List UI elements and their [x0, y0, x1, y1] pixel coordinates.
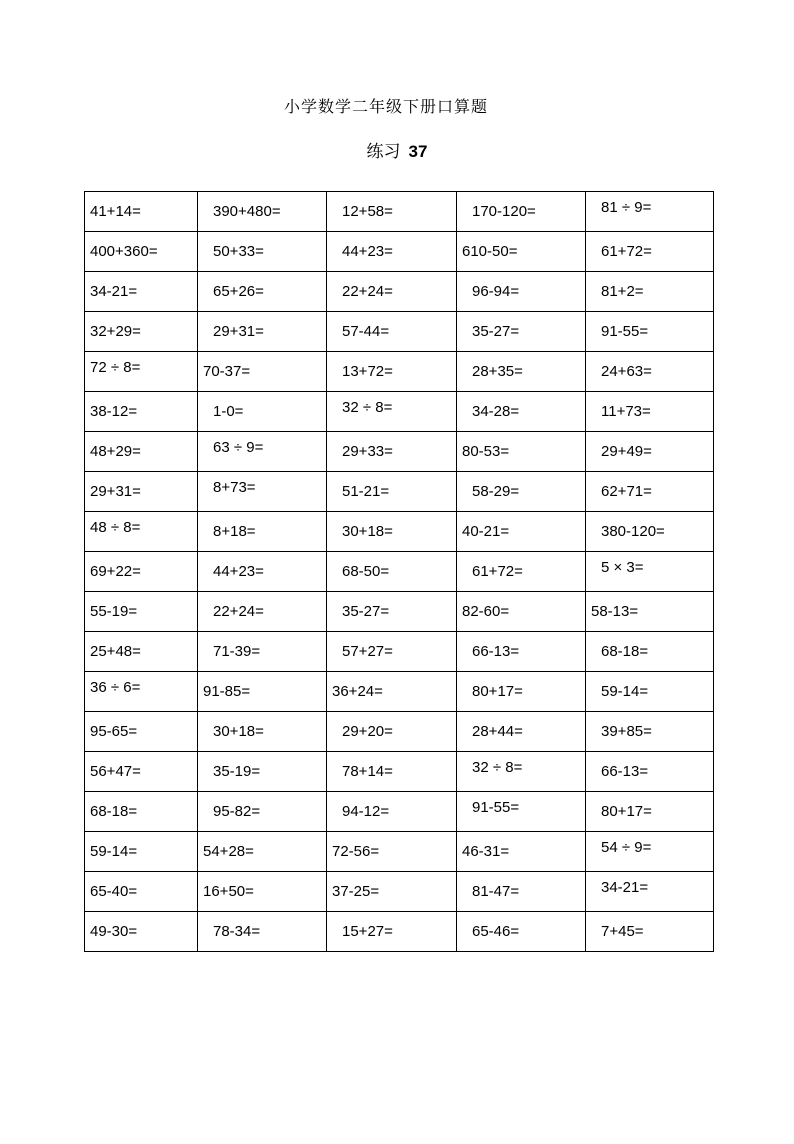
- problem-text: 62+71=: [601, 483, 652, 500]
- table-row: [85, 552, 714, 592]
- problem-text: 66-13=: [472, 643, 520, 660]
- table-row: [85, 312, 714, 352]
- arithmetic-problem-table: [84, 191, 714, 952]
- problem-text: 54 ÷ 9=: [601, 839, 652, 856]
- table-row: [85, 432, 714, 472]
- problem-text: 65+26=: [213, 283, 264, 300]
- problem-cell: [327, 392, 457, 432]
- problem-text: 59-14=: [601, 683, 649, 700]
- problem-cell: [327, 872, 457, 912]
- problem-cell: [85, 272, 198, 312]
- problem-text: 65-46=: [472, 923, 520, 940]
- problem-text: 81+2=: [601, 283, 644, 300]
- problem-cell: [327, 912, 457, 952]
- problem-cell: [457, 392, 586, 432]
- problem-text: 44+23=: [213, 563, 264, 580]
- problem-cell: [457, 432, 586, 472]
- problem-text: 15+27=: [342, 923, 393, 940]
- problem-cell: [586, 832, 714, 872]
- problem-text: 22+24=: [213, 603, 264, 620]
- problem-cell: [586, 792, 714, 832]
- problem-cell: [586, 392, 714, 432]
- problem-cell: [327, 232, 457, 272]
- table-row: [85, 752, 714, 792]
- problem-text: 37-25=: [332, 883, 380, 900]
- problem-cell: [198, 712, 327, 752]
- problem-text: 95-65=: [90, 723, 138, 740]
- page-title: 小学数学二年级下册口算题: [283, 97, 488, 116]
- problem-cell: [85, 912, 198, 952]
- problem-text: 81-47=: [472, 883, 520, 900]
- problem-text: 95-82=: [213, 803, 261, 820]
- problem-text: 32 ÷ 8=: [472, 759, 523, 776]
- problem-text: 66-13=: [601, 763, 649, 780]
- problem-cell: [85, 712, 198, 752]
- problem-text: 54+28=: [203, 843, 254, 860]
- problem-cell: [457, 632, 586, 672]
- problem-cell: [457, 272, 586, 312]
- problem-text: 5 × 3=: [601, 559, 644, 576]
- problem-cell: [198, 312, 327, 352]
- problem-text: 57+27=: [342, 643, 393, 660]
- problem-text: 91-55=: [601, 323, 649, 340]
- table-row: [85, 792, 714, 832]
- problem-cell: [586, 232, 714, 272]
- problem-text: 71-39=: [213, 643, 261, 660]
- table-row: [85, 872, 714, 912]
- problem-text: 34-21=: [601, 879, 649, 896]
- problem-text: 81 ÷ 9=: [601, 199, 652, 216]
- problem-text: 80+17=: [601, 803, 652, 820]
- problem-text: 28+44=: [472, 723, 523, 740]
- problem-text: 390+480=: [213, 203, 281, 220]
- problem-cell: [198, 632, 327, 672]
- problem-cell: [327, 192, 457, 232]
- problem-cell: [85, 632, 198, 672]
- problem-text: 80+17=: [472, 683, 523, 700]
- table-row: [85, 392, 714, 432]
- table-row: [85, 832, 714, 872]
- problem-cell: [327, 632, 457, 672]
- problem-text: 68-50=: [342, 563, 390, 580]
- problem-text: 48 ÷ 8=: [90, 519, 141, 536]
- problem-cell: [327, 672, 457, 712]
- problem-cell: [586, 512, 714, 552]
- problem-text: 61+72=: [472, 563, 523, 580]
- problem-text: 96-94=: [472, 283, 520, 300]
- problem-cell: [327, 712, 457, 752]
- problem-cell: [586, 592, 714, 632]
- problem-text: 41+14=: [90, 203, 141, 220]
- problem-cell: [85, 472, 198, 512]
- problem-cell: [85, 872, 198, 912]
- problem-cell: [85, 392, 198, 432]
- problem-text: 78-34=: [213, 923, 261, 940]
- problem-cell: [457, 752, 586, 792]
- problem-cell: [586, 352, 714, 392]
- problem-text: 46-31=: [462, 843, 510, 860]
- problem-cell: [457, 872, 586, 912]
- problem-text: 49-30=: [90, 923, 138, 940]
- problem-text: 29+31=: [90, 483, 141, 500]
- problem-cell: [85, 512, 198, 552]
- problem-text: 35-27=: [472, 323, 520, 340]
- problem-text: 82-60=: [462, 603, 510, 620]
- problem-text: 78+14=: [342, 763, 393, 780]
- problem-text: 8+73=: [213, 479, 256, 496]
- problem-text: 11+73=: [601, 403, 651, 420]
- problem-cell: [586, 632, 714, 672]
- problem-cell: [198, 872, 327, 912]
- table-row: [85, 912, 714, 952]
- problem-cell: [457, 552, 586, 592]
- problem-text: 25+48=: [90, 643, 141, 660]
- problem-cell: [457, 472, 586, 512]
- problem-cell: [85, 832, 198, 872]
- problem-cell: [457, 312, 586, 352]
- table-row: [85, 632, 714, 672]
- problem-cell: [198, 792, 327, 832]
- problem-cell: [586, 912, 714, 952]
- problem-cell: [457, 832, 586, 872]
- problem-cell: [586, 872, 714, 912]
- problem-cell: [457, 232, 586, 272]
- problem-cell: [198, 672, 327, 712]
- table-row: [85, 712, 714, 752]
- problem-cell: [327, 272, 457, 312]
- problem-text: 400+360=: [90, 243, 158, 260]
- problem-cell: [327, 472, 457, 512]
- problem-cell: [586, 472, 714, 512]
- problem-cell: [327, 832, 457, 872]
- problem-text: 16+50=: [203, 883, 254, 900]
- problem-cell: [327, 752, 457, 792]
- problem-cell: [457, 512, 586, 552]
- problem-cell: [85, 752, 198, 792]
- problem-cell: [85, 432, 198, 472]
- problem-text: 68-18=: [90, 803, 138, 820]
- problem-cell: [457, 712, 586, 752]
- problem-text: 61+72=: [601, 243, 652, 260]
- problem-text: 65-40=: [90, 883, 138, 900]
- problem-text: 13+72=: [342, 363, 393, 380]
- problem-cell: [586, 312, 714, 352]
- problem-cell: [85, 672, 198, 712]
- problem-cell: [327, 552, 457, 592]
- problem-cell: [327, 592, 457, 632]
- problem-cell: [198, 832, 327, 872]
- problem-text: 58-29=: [472, 483, 520, 500]
- problem-cell: [85, 312, 198, 352]
- problem-cell: [586, 432, 714, 472]
- problem-text: 59-14=: [90, 843, 138, 860]
- problem-cell: [85, 552, 198, 592]
- problem-text: 40-21=: [462, 523, 510, 540]
- problem-text: 29+20=: [342, 723, 393, 740]
- table-row: [85, 472, 714, 512]
- problem-text: 51-21=: [342, 483, 390, 500]
- problem-cell: [586, 712, 714, 752]
- problem-text: 72-56=: [332, 843, 380, 860]
- problem-cell: [198, 912, 327, 952]
- problem-text: 29+33=: [342, 443, 393, 460]
- problem-text: 55-19=: [90, 603, 138, 620]
- problem-text: 32+29=: [90, 323, 141, 340]
- problem-text: 30+18=: [213, 723, 264, 740]
- problem-cell: [198, 352, 327, 392]
- problem-text: 91-55=: [472, 799, 520, 816]
- problem-text: 39+85=: [601, 723, 652, 740]
- problem-cell: [198, 272, 327, 312]
- problem-text: 610-50=: [462, 243, 518, 260]
- problem-cell: [85, 232, 198, 272]
- problem-text: 29+31=: [213, 323, 264, 340]
- problem-text: 36 ÷ 6=: [90, 679, 141, 696]
- problem-cell: [327, 512, 457, 552]
- problem-cell: [198, 752, 327, 792]
- problem-text: 69+22=: [90, 563, 141, 580]
- problem-text: 8+18=: [213, 523, 256, 540]
- problem-cell: [586, 752, 714, 792]
- problem-cell: [198, 512, 327, 552]
- problem-text: 48+29=: [90, 443, 141, 460]
- problem-text: 68-18=: [601, 643, 649, 660]
- problem-text: 34-21=: [90, 283, 138, 300]
- problem-text: 70-37=: [203, 363, 251, 380]
- problem-text: 35-27=: [342, 603, 390, 620]
- problem-cell: [198, 552, 327, 592]
- table-row: [85, 512, 714, 552]
- problem-text: 57-44=: [342, 323, 390, 340]
- problem-text: 28+35=: [472, 363, 523, 380]
- problem-text: 22+24=: [342, 283, 393, 300]
- problem-text: 24+63=: [601, 363, 652, 380]
- exercise-heading: [0, 137, 794, 162]
- problem-text: 380-120=: [601, 523, 665, 540]
- problem-cell: [457, 192, 586, 232]
- problem-cell: [85, 592, 198, 632]
- problem-cell: [457, 792, 586, 832]
- problem-text: 30+18=: [342, 523, 393, 540]
- problem-text: 72 ÷ 8=: [90, 359, 141, 376]
- table-row: [85, 192, 714, 232]
- problem-cell: [198, 592, 327, 632]
- problem-text: 170-120=: [472, 203, 536, 220]
- problem-cell: [198, 232, 327, 272]
- problem-text: 36+24=: [332, 683, 383, 700]
- problem-cell: [85, 192, 198, 232]
- problem-cell: [198, 432, 327, 472]
- problem-cell: [457, 672, 586, 712]
- problem-text: 80-53=: [462, 443, 510, 460]
- problem-text: 58-13=: [591, 603, 639, 620]
- problem-cell: [198, 472, 327, 512]
- table-row: [85, 592, 714, 632]
- problem-text: 1-0=: [213, 403, 244, 420]
- problem-text: 12+58=: [342, 203, 393, 220]
- problem-text: 63 ÷ 9=: [213, 439, 264, 456]
- problem-text: 56+47=: [90, 763, 141, 780]
- problem-text: 7+45=: [601, 923, 644, 940]
- problem-cell: [85, 352, 198, 392]
- problem-cell: [586, 552, 714, 592]
- problem-text: 32 ÷ 8=: [342, 399, 393, 416]
- table-row: [85, 232, 714, 272]
- problem-cell: [457, 592, 586, 632]
- problem-text: 29+49=: [601, 443, 652, 460]
- problem-cell: [327, 312, 457, 352]
- problem-cell: [586, 272, 714, 312]
- table-row: [85, 672, 714, 712]
- problem-text: 50+33=: [213, 243, 264, 260]
- table-row: [85, 352, 714, 392]
- problem-cell: [586, 672, 714, 712]
- problem-cell: [85, 792, 198, 832]
- problem-text: 35-19=: [213, 763, 261, 780]
- problem-text: 44+23=: [342, 243, 393, 260]
- problem-text: 34-28=: [472, 403, 520, 420]
- problem-cell: [327, 792, 457, 832]
- exercise-number: 37: [408, 142, 428, 161]
- problem-cell: [457, 352, 586, 392]
- problem-cell: [198, 192, 327, 232]
- problem-cell: [586, 192, 714, 232]
- table-row: [85, 272, 714, 312]
- problem-text: 38-12=: [90, 403, 138, 420]
- problem-cell: [327, 432, 457, 472]
- problem-text: 94-12=: [342, 803, 390, 820]
- exercise-label: 练习: [366, 142, 401, 162]
- problem-cell: [327, 352, 457, 392]
- problem-cell: [198, 392, 327, 432]
- problem-text: 91-85=: [203, 683, 251, 700]
- problem-cell: [457, 912, 586, 952]
